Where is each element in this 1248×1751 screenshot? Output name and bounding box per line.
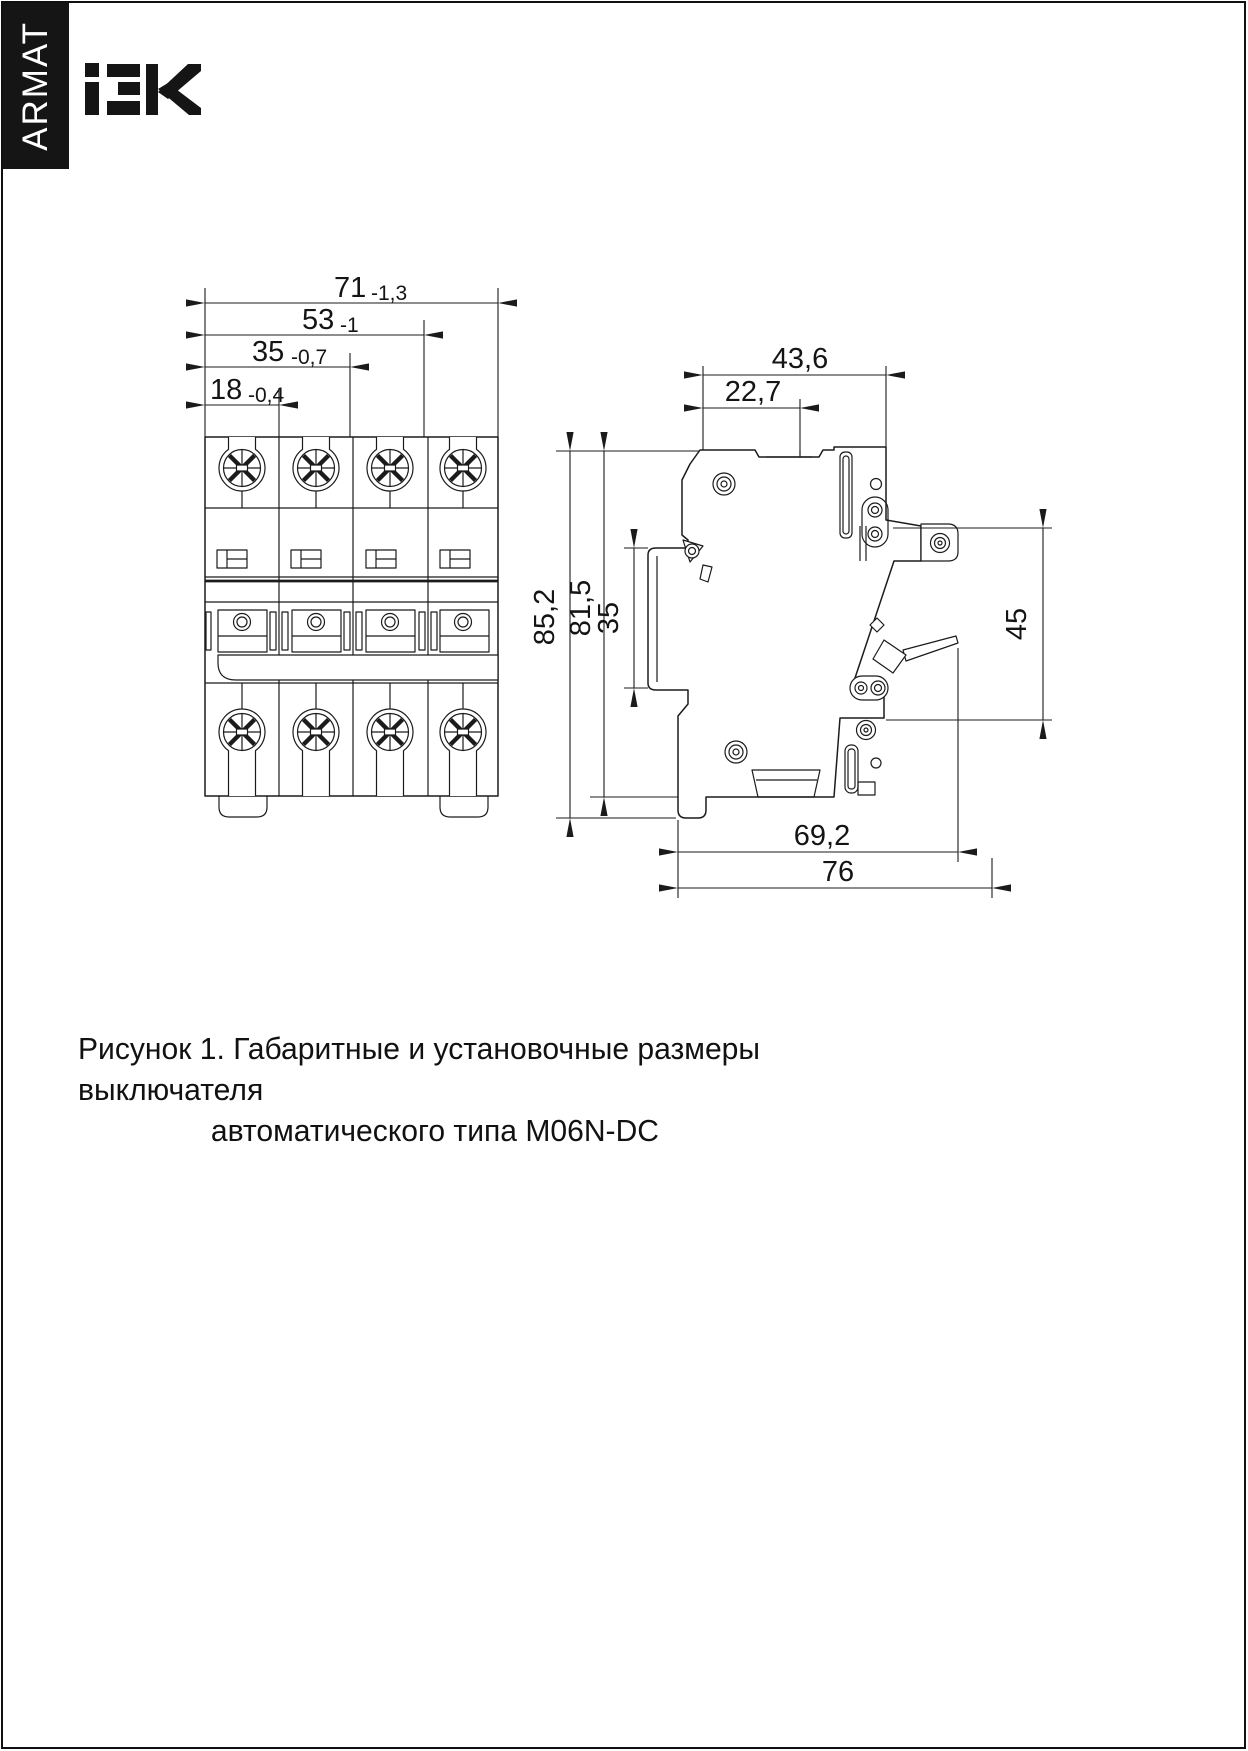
bottom-mount-tabs — [219, 796, 488, 817]
dim-height-85-2: 85,2 — [529, 588, 561, 646]
front-view — [205, 272, 498, 817]
dim-width-35-tol: -0,7 — [291, 346, 328, 369]
dim-height-81-5: 81,5 — [565, 579, 597, 637]
dim-height-35: 35 — [593, 601, 625, 635]
toggle-handle-front — [218, 655, 498, 680]
dim-height-45: 45 — [1001, 607, 1033, 641]
dim-depth-43-6: 43,6 — [771, 343, 829, 375]
dim-width-53-tol: -1 — [340, 314, 359, 337]
front-extension-lines — [205, 288, 498, 437]
front-dimension-labels — [210, 272, 407, 407]
armat-label: ARMAT — [16, 21, 55, 151]
dim-width-18: 18 — [210, 374, 243, 406]
figure-caption-line1: Рисунок 1. Габаритные и установочные размеры выключателя — [78, 1031, 761, 1107]
figure-caption-line2: автоматического типа M06N-DC — [210, 1113, 660, 1148]
dim-depth-22-7: 22,7 — [724, 376, 782, 408]
dim-width-71: 71 — [334, 272, 367, 304]
dim-width-18-tol: -0,4 — [248, 384, 285, 407]
dim-width-53: 53 — [302, 304, 335, 336]
dim-width-71-tol: -1,3 — [371, 282, 408, 305]
dim-width-35: 35 — [252, 336, 285, 368]
side-view — [529, 343, 1052, 898]
dim-depth-76: 76 — [821, 856, 855, 888]
dim-depth-69-2: 69,2 — [793, 820, 851, 852]
figure-caption — [78, 1028, 912, 1151]
